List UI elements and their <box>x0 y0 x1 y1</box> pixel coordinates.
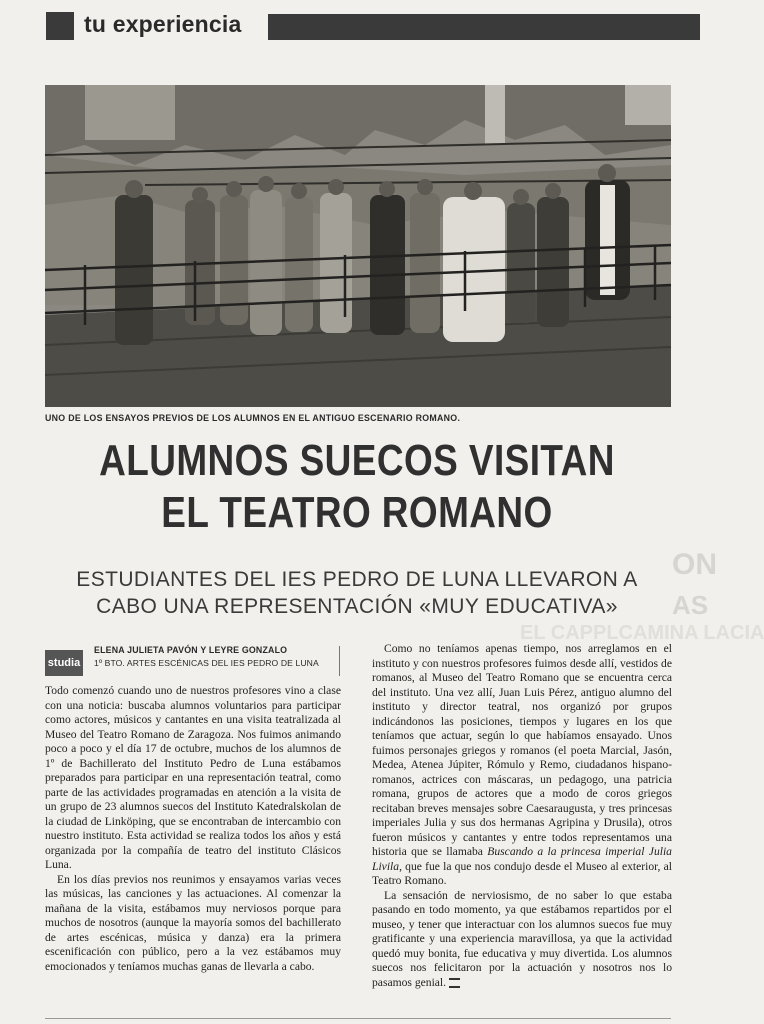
byline-authors: ELENA JULIETA PAVÓN Y LEYRE GONZALO <box>94 645 288 655</box>
play-title: Buscando a la princesa imperial Julia Livila <box>372 845 672 873</box>
body-paragraph <box>372 889 672 991</box>
headline-line-1: ALUMNOS SUECOS VISITAN <box>99 436 615 485</box>
section-marker <box>46 12 74 40</box>
article-photo <box>45 85 671 407</box>
article-column-left <box>45 684 341 974</box>
section-bar <box>268 14 700 40</box>
bleed-through-text: EL CAPPLCAMINA LACIA <box>520 622 764 644</box>
body-text: La sensación de nerviosismo, de no saber lo que estaba pasando en todo momento, ya que estábamos repartidos por el museo, y tener que interactuar con los alumnos suecos fue muy gratificante y una experiencia maravillosa, ya que la actividad quedó muy bonita, fue educativa y muy divertida. Los alumnos suecos nos felicitaron por la actuación y nosotros nos lo pasamos genial. <box>372 888 672 989</box>
section-label: tu experiencia <box>84 11 242 37</box>
studia-logo: studia <box>45 650 83 676</box>
article-headline <box>94 435 620 539</box>
byline-role: 1º BTO. ARTES ESCÉNICAS DEL IES PEDRO DE LUNA <box>94 658 319 668</box>
subhead-line-1: ESTUDIANTES DEL IES PEDRO DE LUNA LLEVARON A <box>76 568 638 591</box>
body-paragraph: Todo comenzó cuando uno de nuestros profesores vino a clase con una noticia: buscaba alumnos voluntarios para participar como actores, músicos y cantantes en una visita teatralizada al Museo del Teatro Romano de Zaragoza. Nos fuimos animando poco a poco y el día 17 de octubre, muchos de los alumnos de 1º de Bachillerato del Instituto Pedro de Luna estábamos preparados para participar en una representación teatral, como parte de las actividades programadas en atención a la visita de un grupo de 23 alumnos suecos del Instituto Katedralskolan de la ciudad de Linköping, que se encontraban de intercambio con nuestro instituto. Esta actividad se realiza todos los años y está organizada por la compañía de teatro del instituto Clásicos Luna. <box>45 684 341 871</box>
body-paragraph: En los días previos nos reunimos y ensayamos varias veces las músicas, las canciones y las actuaciones. Al comenzar la mañana de la visita, estábamos muy nerviosos porque para muchos de nosotros (aunque la mayoría somos del bachillerato de artes escénicas, música y danza) era la primera escenificación con público, pero a la vez estábamos muy emocionados y teníamos muchas ganas de llevarla a cabo. <box>45 872 341 973</box>
body-paragraph <box>372 642 672 889</box>
body-text: , que fue la que nos condujo desde el Museo al exterior, al Teatro Romano. <box>372 859 672 887</box>
article-column-right <box>372 642 672 990</box>
headline-line-2: EL TEATRO ROMANO <box>161 488 553 537</box>
photo-illustration <box>45 85 671 407</box>
photo-caption: UNO DE LOS ENSAYOS PREVIOS DE LOS ALUMNOS EN EL ANTIGUO ESCENARIO ROMANO. <box>45 413 461 423</box>
bleed-through-text: ON <box>672 548 717 581</box>
article-subheadline <box>44 566 670 620</box>
bleed-through-text: AS <box>672 590 709 620</box>
byline-divider <box>339 646 340 676</box>
subhead-line-2: CABO UNA REPRESENTACIÓN «MUY EDUCATIVA» <box>96 595 618 618</box>
page-bottom-rule <box>45 1018 671 1019</box>
end-of-article-icon <box>449 978 460 988</box>
body-text: Como no teníamos apenas tiempo, nos arreglamos en el instituto y con nuestros profesores fuimos desde allí, vestidos de romanos, al Museo del Teatro Romano que se encuentra cerca del instituto. Una vez allí, Juan Luis Pérez, antiguo alumno del instituto y director teatral, nos organizó por grupos indicándonos las posiciones, tiempos y lugares en los que teníamos que actuar, según lo que habíamos ensayado. Unos fuimos personajes griegos y romanos (el poeta Marcial, Jasón, Medea, Atenea Júpiter, Rómulo y Remo, ciudadanos hispano-romanos, actrices con máscaras, un pedagogo, una patricia romana, grupos de actores que a modo de coros griegos recitaban breves mensajes sobre Caesaraugusta, y tres princesas imperiales Julia y sus dos hermanas Agripina y Drusila), otros fueron músicos y cantantes y entre todos representamos una historia que se llamaba <box>372 642 672 858</box>
